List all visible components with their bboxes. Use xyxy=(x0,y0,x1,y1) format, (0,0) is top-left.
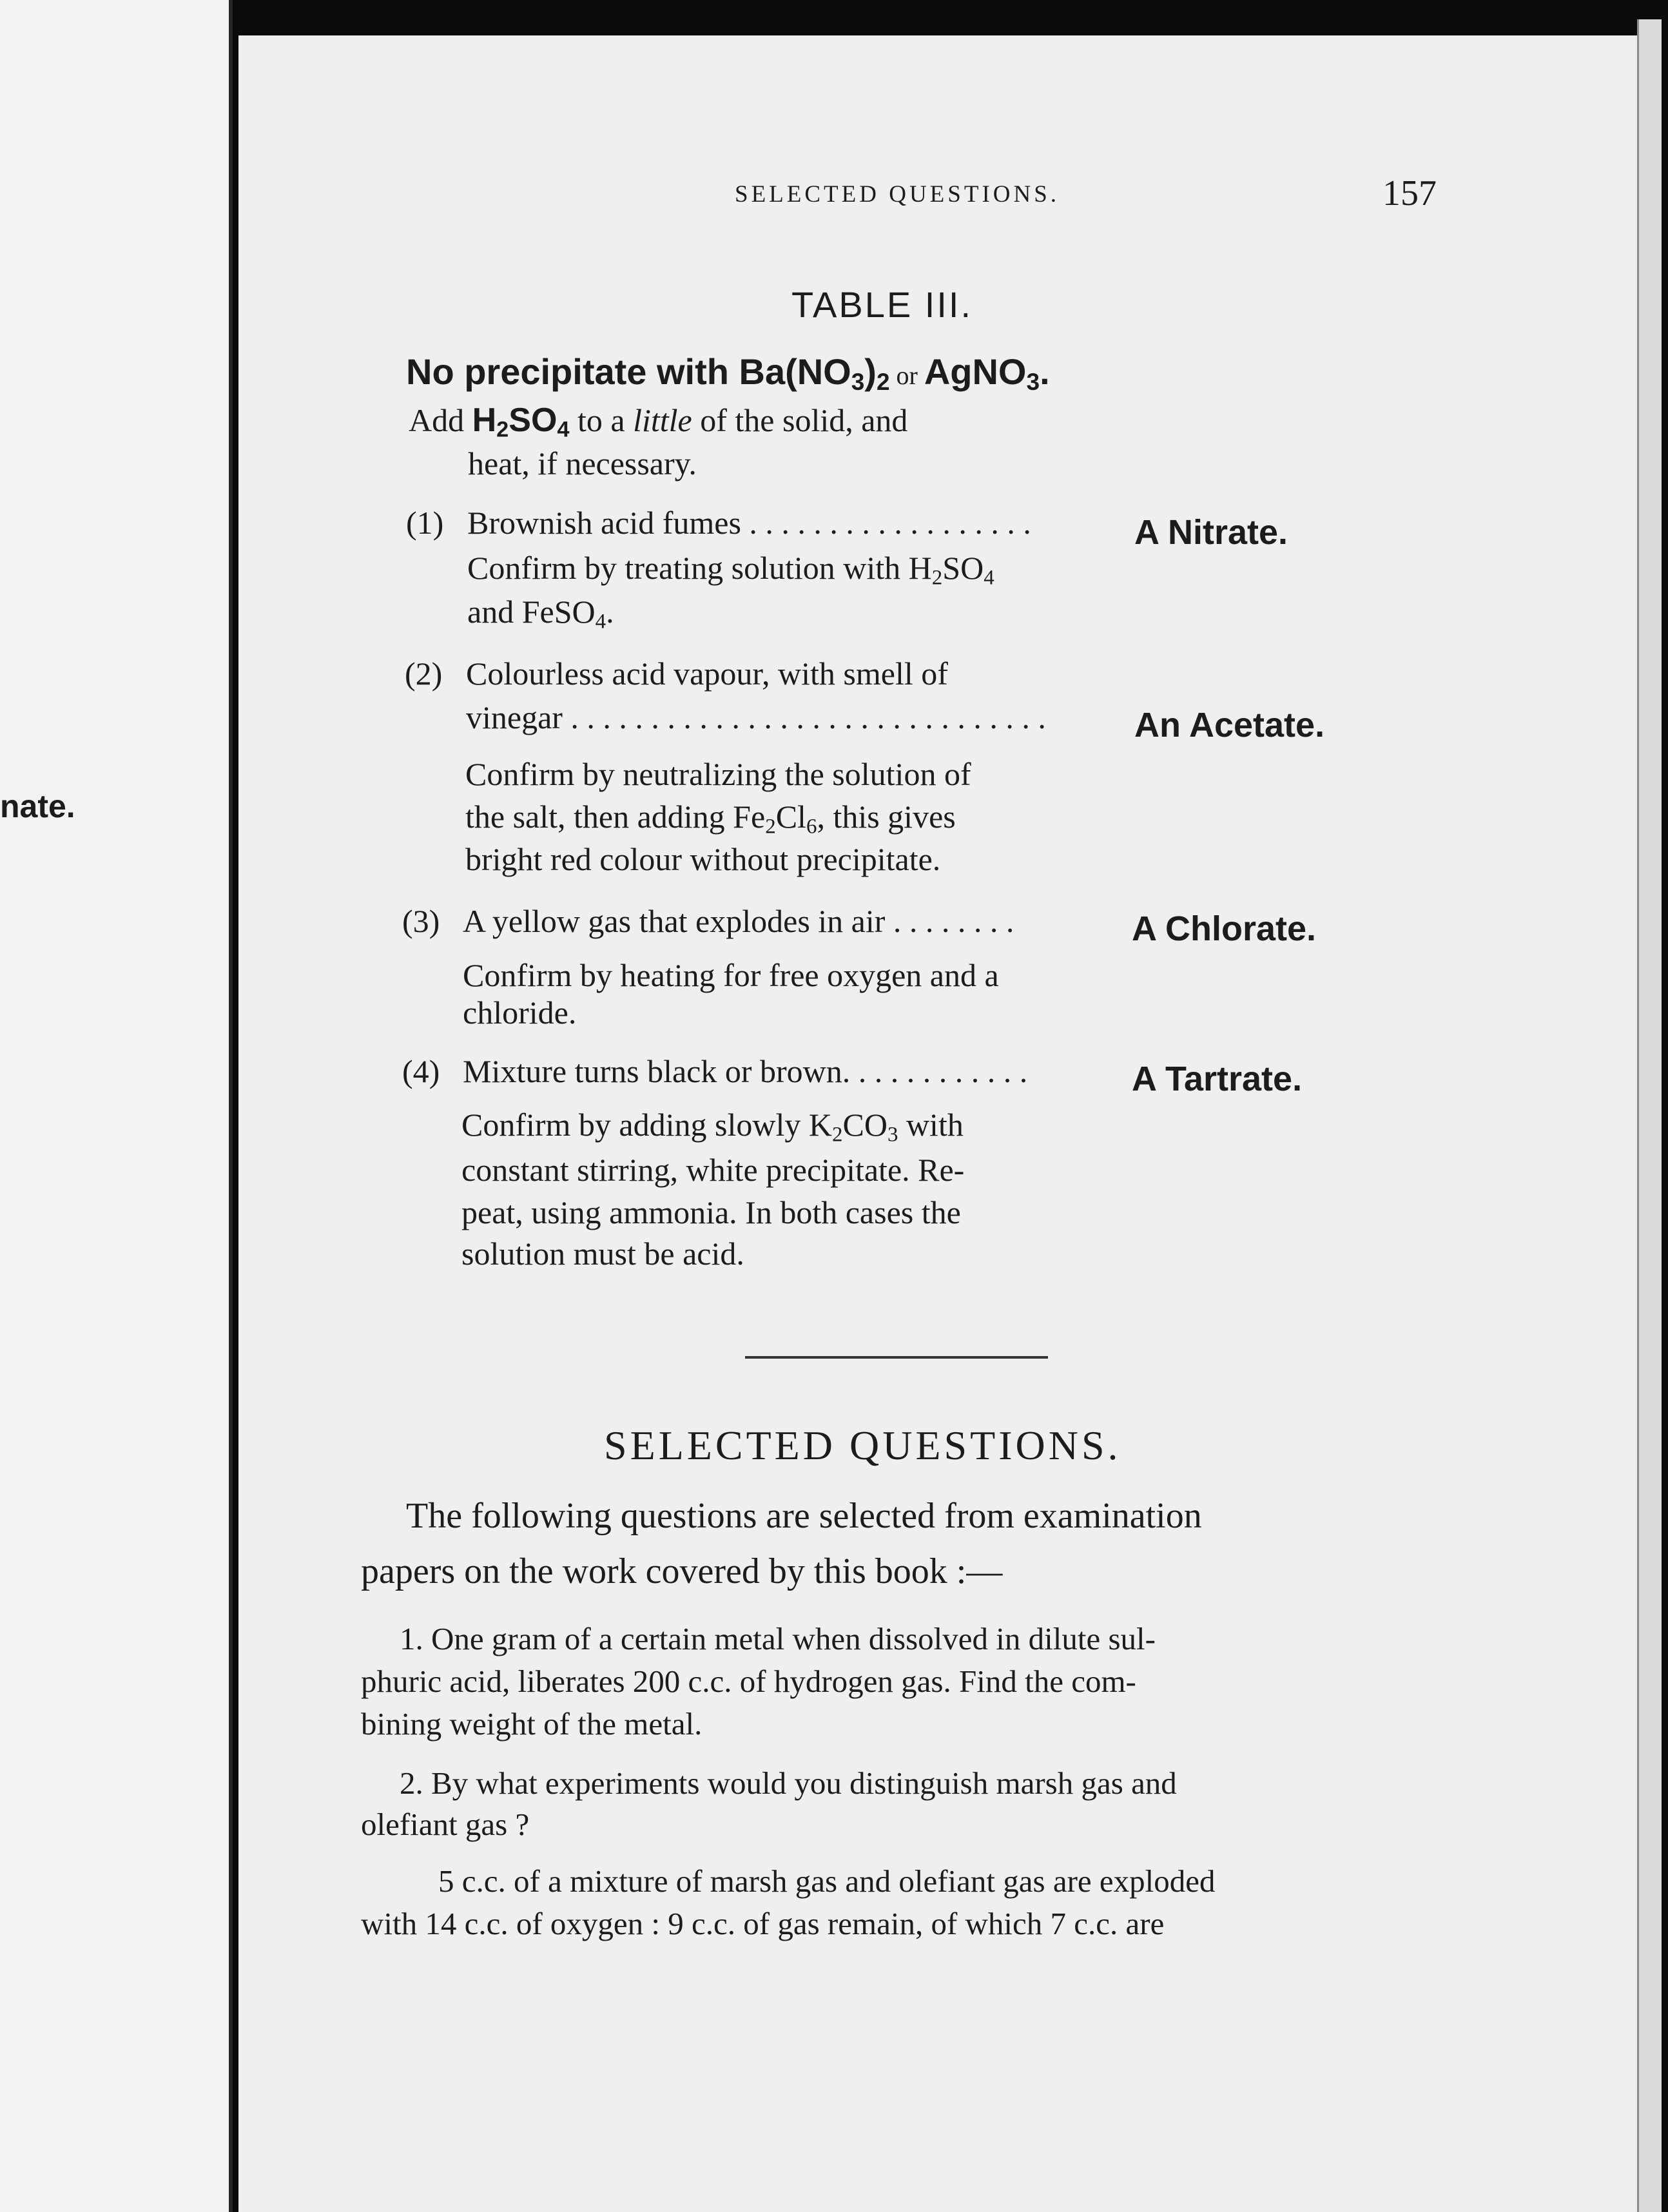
entry-1-observation: Brownish acid fumes . . . . . . . . . . . . . . . . . . xyxy=(467,505,1031,541)
question-1-line-3: bining weight of the metal. xyxy=(361,1706,703,1741)
entry-4-confirm-line-3: peat, using ammonia. In both cases the xyxy=(461,1194,961,1230)
entry-4-number: (4) xyxy=(402,1053,440,1089)
facing-page-fragment: nate. xyxy=(0,788,75,824)
entry-1-number: (1) xyxy=(406,505,444,541)
entry-1-result: A Nitrate. xyxy=(1134,513,1288,552)
section-title: SELECTED QUESTIONS. xyxy=(604,1422,1121,1468)
table-heading: No precipitate with $Ba(NO_3)_2$ or AgNO$_3$. xyxy=(406,351,1050,396)
question-1-line-2: phuric acid, liberates 200 c.c. of hydrogen gas. Find the com- xyxy=(361,1664,1136,1699)
table-lead-line-2: heat, if necessary. xyxy=(468,445,697,481)
entry-3-result: A Chlorate. xyxy=(1132,909,1317,948)
entry-3-number: (3) xyxy=(402,903,440,939)
entry-4-confirm-line-2: constant stirring, white precipitate. Re- xyxy=(461,1152,965,1188)
table-title: TABLE III. xyxy=(791,284,973,325)
intro-line-2: papers on the work covered by this book :— xyxy=(361,1551,1003,1591)
entry-4-confirm-line-4: solution must be acid. xyxy=(461,1236,744,1272)
entry-2-observation-line-2: vinegar . . . . . . . . . . . . . . . . . . . . . . . . . . . . . . xyxy=(466,699,1046,735)
entry-2-confirm-line-1: Confirm by neutralizing the solution of xyxy=(465,756,971,792)
entry-2-confirm-line-3: bright red colour without precipitate. xyxy=(465,841,941,877)
section-divider xyxy=(745,1356,1048,1359)
question-2-continued-line-1: 5 c.c. of a mixture of marsh gas and olefiant gas are exploded xyxy=(438,1863,1216,1899)
intro-line-1: The following questions are selected from examination xyxy=(406,1496,1202,1536)
entry-3-confirm-line-2: chloride. xyxy=(463,994,577,1031)
entry-4-result: A Tartrate. xyxy=(1132,1060,1303,1098)
entry-2-number: (2) xyxy=(405,655,443,692)
question-2-continued-line-2: with 14 c.c. of oxygen : 9 c.c. of gas remain, of which 7 c.c. are xyxy=(361,1906,1165,1941)
entry-2-observation-line-1: Colourless acid vapour, with smell of xyxy=(466,655,948,692)
running-head: SELECTED QUESTIONS. xyxy=(735,181,1060,208)
entry-2-result: An Acetate. xyxy=(1134,706,1325,744)
page-number: 157 xyxy=(1382,173,1437,213)
entry-1-confirm-line-2: and FeSO$_4$. xyxy=(467,594,614,634)
table-lead-line-1: Add $H_2SO_4$ to a little of the solid, and xyxy=(409,402,908,442)
entry-3-confirm-line-1: Confirm by heating for free oxygen and a xyxy=(463,957,999,993)
page-edge xyxy=(1637,19,1662,2212)
entry-1-confirm-line-1: Confirm by treating solution with $H_2SO_4$ xyxy=(467,550,994,590)
question-2-line-2: olefiant gas ? xyxy=(361,1807,530,1842)
question-2-line-1: 2. By what experiments would you distinguish marsh gas and xyxy=(400,1765,1177,1801)
facing-page xyxy=(0,0,233,2212)
entry-2-confirm-line-2: the salt, then adding $Fe_2Cl_6$, this gives xyxy=(465,799,956,839)
question-1-line-1: 1. One gram of a certain metal when dissolved in dilute sul- xyxy=(400,1621,1156,1656)
entry-4-observation: Mixture turns black or brown. . . . . . . . . . . . xyxy=(463,1053,1028,1089)
entry-3-observation: A yellow gas that explodes in air . . . . . . . . xyxy=(463,903,1014,939)
entry-4-confirm-line-1: Confirm by adding slowly $K_2CO_3$ with xyxy=(461,1107,964,1147)
